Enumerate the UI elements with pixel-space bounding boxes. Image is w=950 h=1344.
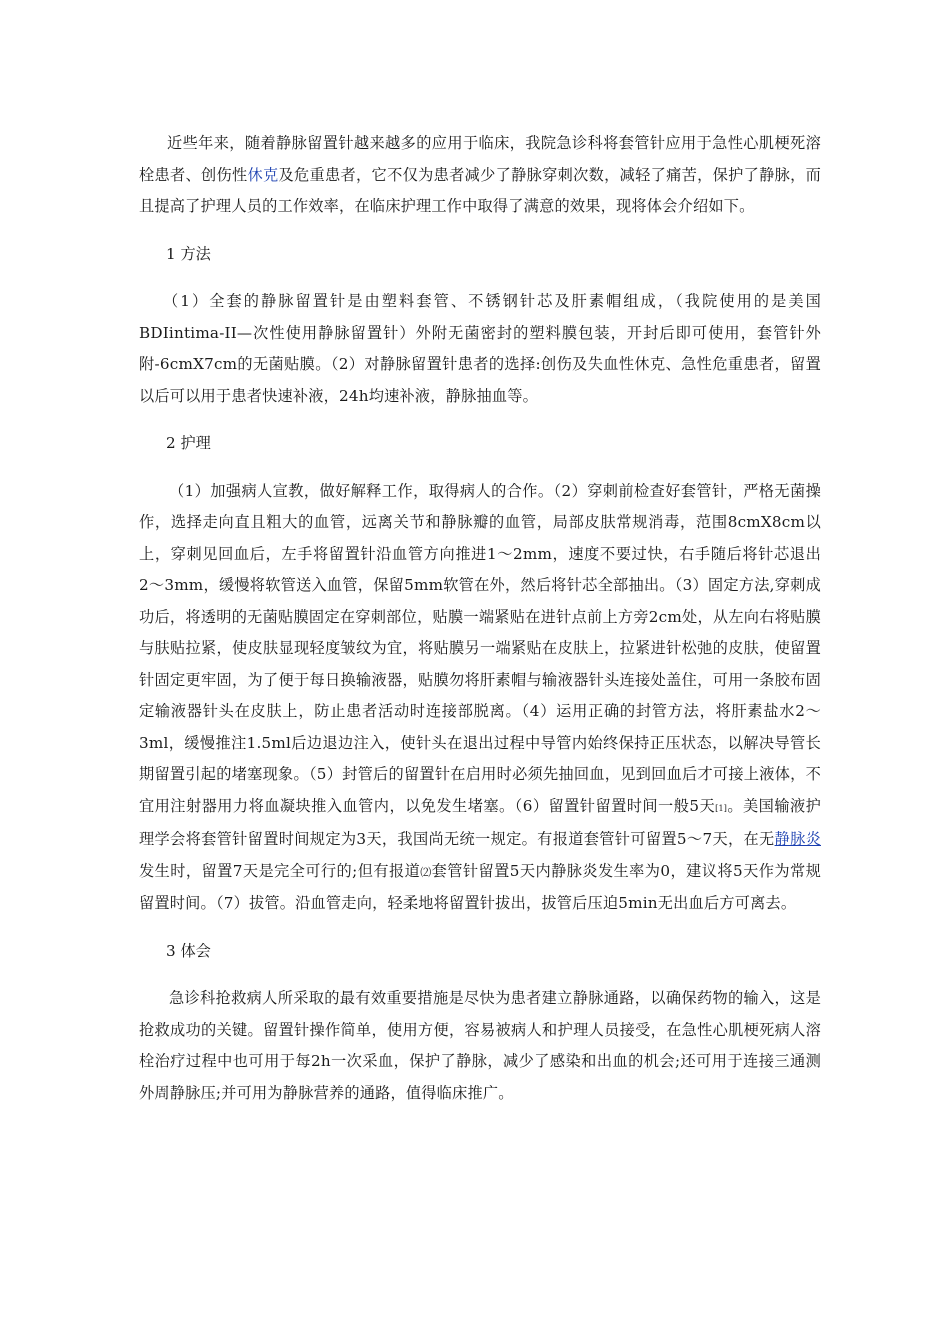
method-heading: 1 方法 (166, 244, 211, 263)
nursing-heading: 2 护理 (166, 434, 211, 452)
spacer (139, 270, 821, 286)
nursing-paragraph (139, 476, 821, 920)
reference-marker-2[interactable]: ⑵ (420, 865, 432, 879)
intro-paragraph (139, 128, 821, 223)
spacer (139, 412, 821, 428)
experience-heading: 3 体会 (166, 941, 211, 960)
nursing-text-1: （1）加强病人宣教，做好解释工作，取得病人的合作。（2）穿刺前检查好套管针，严格无菌操作，选择走向直且粗大的血管，远离关节和静脉瓣的血管，局部皮肤常规消毒，范围8cmX8cm以上，穿刺见回血后，左手将留置针沿血管方向推进1〜2mm，速度不要过快，右手随后将针芯退出2〜3mm，缓慢将软管送入血管，保留5mm软管在外，然后将针芯全部抽出。（3）固定方法,穿刺成功后，将透明的无菌贴膜固定在穿刺部位，贴膜一端紧贴在进针点前上方旁2cm处，从左向右将贴膜与肤贴拉紧，使皮肤显现轻度皱纹为宜，将贴膜另一端紧贴在皮肤上，拉紧进针松弛的皮肤，使留置针固定更牢固，为了便于每日换输液器，贴膜勿将肝素帽与输液器针头连接处盖住，可用一条胶布固定输液器针头在皮肤上，防止患者活动时连接部脱离。（4）运用正确的封管方法，将肝素盐水2〜3ml，缓慢推注1.5ml后边退边注入，使针头在退出过程中导管内始终保持正压状态，以解决导管长期留置引起的堵塞现象。（5）封管后的留置针在启用时必须先抽回血，见到回血后才可接上液体，不宜用注射器用力将血凝块推入血管内，以免发生堵塞。（6）留置针留置时间一般5天 (139, 481, 821, 815)
shock-link[interactable]: 休克 (247, 165, 279, 184)
spacer (139, 223, 821, 239)
nursing-text-3: 发生时，留置7天是完全可行的;但有报道 (139, 861, 421, 880)
spacer (139, 460, 821, 476)
method-paragraph: （1）全套的静脉留置针是由塑料套管、不锈钢针芯及肝素帽组成，（我院使用的是美国BDIintima-II—次性使用静脉留置针）外附无菌密封的塑料膜包装，开封后即可使用，套管针外附-6cmX7cm的无菌贴膜。（2）对静脉留置针患者的选择:创伤及失血性休克、急性危重患者，留置以后可以用于患者快速补液，24h均速补液，静脉抽血等。 (139, 292, 821, 405)
nursing-text-2: 。美国输液护理学会将套管针留置时间规定为3天，我国尚无统一规定。有报道套管针可留置5〜7天，在无 (139, 796, 822, 848)
reference-marker-1[interactable]: [1] (715, 803, 728, 813)
intro-text-1: 近些年来，随着静脉留置针越来越多的应用于临床，我院急诊科将套管针应用于急性心肌梗死溶栓患者、创伤性 (139, 134, 821, 184)
phlebitis-link[interactable]: 静脉炎 (774, 830, 821, 848)
spacer (139, 920, 821, 936)
spacer (139, 967, 821, 983)
intro-text-2: 及危重患者，它不仅为患者减少了静脉穿刺次数，减轻了痛苦，保护了静脉，而且提高了护理人员的工作效率，在临床护理工作中取得了满意的效果，现将体会介绍如下。 (139, 165, 822, 215)
article-body (139, 128, 821, 1109)
nursing-text-4: 套管针留置5天内静脉炎发生率为0，建议将5天作为常规留置时间。（7）拔管。沿血管走向，轻柔地将留置针拔出，拔管后压迫5min无出血后方可离去。 (139, 861, 821, 912)
experience-paragraph: 急诊科抢救病人所采取的最有效重要措施是尽快为患者建立静脉通路，以确保药物的输入，这是抢救成功的关键。留置针操作简单，使用方便，容易被病人和护理人员接受，在急性心肌梗死病人溶栓治疗过程中也可用于每2h一次采血，保护了静脉，减少了感染和出血的机会;还可用于连接三通测外周静脉压;并可用为静脉营养的通路，值得临床推广。 (139, 989, 821, 1102)
